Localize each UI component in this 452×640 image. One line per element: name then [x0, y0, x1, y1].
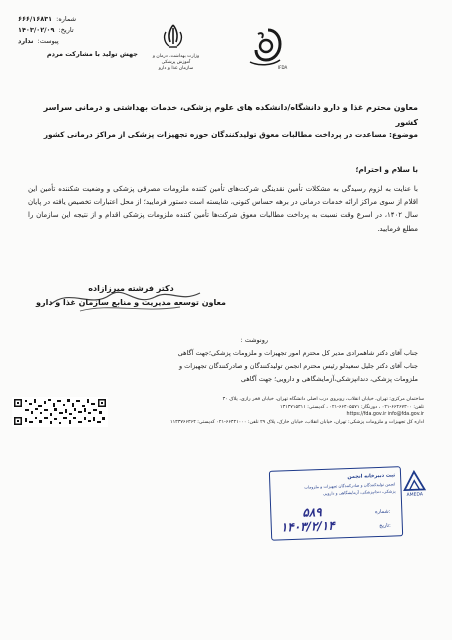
cc-line: ملزومات پزشکی، دندانپزشکی،آزمایشگاهی و دارویی؛ جهت آگاهی — [240, 375, 418, 383]
date-label: تاریخ: — [58, 26, 74, 34]
attachment-value: ندارد — [18, 37, 34, 45]
attachment-label: پیوست: — [37, 37, 59, 45]
stamp-title: ثبت دبیرخانه انجمن — [347, 472, 396, 481]
fda-logo-icon — [244, 26, 292, 68]
letter-meta — [18, 14, 138, 60]
footer-address — [112, 396, 424, 426]
stamp-line: پزشکی، دندانپزشکی، آزمایشگاهی و دارویی — [323, 488, 396, 496]
attachment-row — [18, 36, 138, 47]
cc-list — [18, 347, 418, 386]
cc-line: جناب آقای دکتر شاهمرادی مدیر کل محترم امور تجهیزات و ملزومات پزشکی؛جهت آگاهی — [177, 349, 418, 357]
stamp-number-value: ۵۸۹ — [302, 504, 322, 520]
stamp-line: انجمن تولیدکنندگان و صادرکنندگان تجهیزات و ملزومات — [304, 481, 396, 490]
signer-block — [36, 282, 226, 310]
barcode-icon — [12, 397, 108, 427]
ameda-logo-icon — [401, 467, 428, 498]
footer-line: تلفن: ۶۶۴۶۷۳۰۰-۰۲۱ ، دورنگار: ۶۶۴۰۵۵۷۱-۰۲۱ ، کدپستی: ۱۳۱۴۷۱۵۳۱۱ — [280, 404, 424, 410]
cc-line: جناب آقای دکتر جلیل سعیدلو رئیس محترم انجمن تولیدکنندگان و صادرکنندگان تجهیزات و — [178, 362, 418, 370]
subject: موضوع: مساعدت در پرداخت مطالبات معوق تولیدکنندگان حوزه تجهیزات پزشکی از مراکز درمانی کشور — [43, 130, 418, 139]
number-row — [18, 14, 138, 25]
cc-heading: رونوشت : — [240, 336, 268, 344]
footer-line: ساختمان مرکزی: تهران، خیابان انقلاب، روبروی درب اصلی دانشگاه تهران، خیابان فخر رازی، پلاک ۳۰ — [222, 397, 424, 402]
number-label: شماره: — [56, 15, 77, 23]
receipt-stamp — [269, 465, 431, 541]
recipient: معاون محترم غذا و دارو دانشگاه/دانشکده های علوم پزشکی، خدمات بهداشتی و درمانی سراسر کشور — [43, 103, 418, 127]
stamp-date-label: تاریخ: — [379, 522, 391, 529]
greeting: با سلام و احترام؛ — [355, 165, 418, 174]
ministry-name — [146, 54, 206, 72]
letter-body: با عنایت به لزوم رسیدگی به مشکلات تأمین نقدینگی شرکت‌های تأمین کننده ملزومات مصرفی پزشکی و وضعیت شکننده تأمین این اقلام از سوی مراکز ارائه خدمات درمانی در برهه حساس کنونی، شایسته است دستور فرمایید؛ از محل اعتبارات تخصیص یافته در پایان سال ۱۴۰۲، در اسرع وقت نسبت به پرداخت مطالبات معوق شرکت‌ها تأمین کننده ملزومات پزشکی اقدام و از نتیجه این سازمان را مطلع فرمایید. — [28, 185, 418, 233]
agency-line: سازمان غذا و دارو — [158, 66, 194, 71]
fda-caption: IFDA — [278, 65, 288, 70]
number-value: ۶۶۶/۱۶۸۳۱ — [18, 15, 53, 23]
date-row — [18, 25, 138, 36]
ameda-logo-text: AMEDA — [406, 492, 423, 499]
date-value: ۱۴۰۳/۰۲/۰۹ — [18, 26, 55, 34]
footer-line: اداره کل تجهیزات و ملزومات پزشکی: تهران، خیابان انقلاب، خیابان خارک، پلاک ۲۹ تلفن: ۶۶۴۴۱۰۰۰-۰۲۱ کدپستی: ۱۱۳۳۷۶۶۳۶۴ — [170, 419, 424, 425]
ministry-line: وزارت بهداشت، درمان و آموزش پزشکی — [152, 54, 200, 65]
signer-title: معاون توسعه مدیریت و منابع سازمان غذا و دارو — [36, 298, 226, 307]
iran-emblem-icon — [160, 22, 186, 52]
footer-web-link[interactable]: https://fda.gov.ir info@fda.gov.ir — [346, 412, 424, 418]
stamp-date-value: ۱۴۰۳/۲/۱۴ — [280, 518, 335, 535]
signer-name: دکتر فرشته میرزازاده — [88, 284, 174, 293]
slogan: جهش تولید با مشارکت مردم — [46, 50, 138, 58]
stamp-number-label: شماره: — [374, 508, 391, 516]
